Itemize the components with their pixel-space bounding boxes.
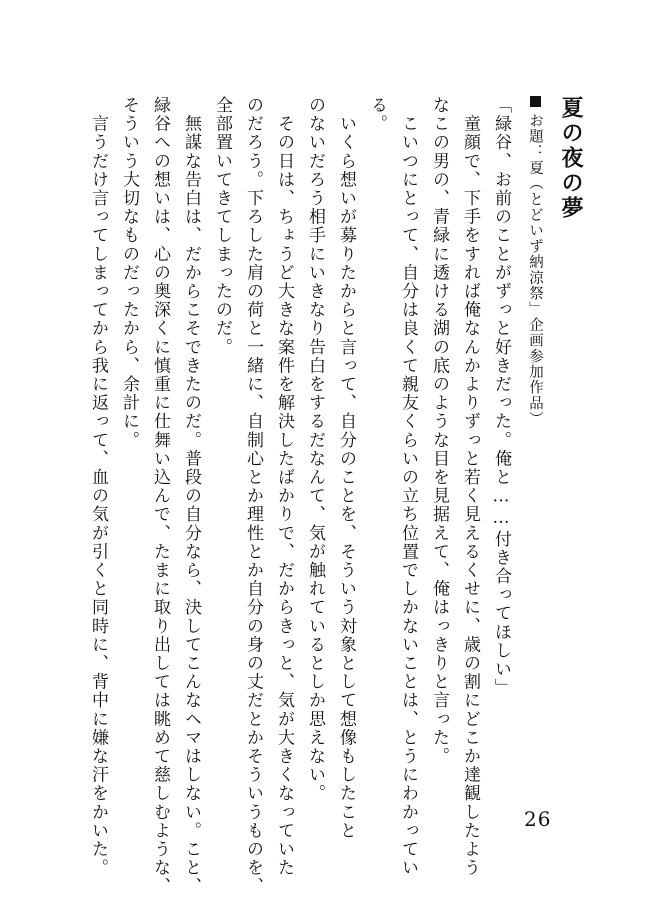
text-line-1: 「緑谷、お前のことがずっと好きだった。俺と……付き合ってほしい」 (491, 96, 511, 698)
chapter-subtitle (528, 96, 543, 427)
text-line-10: 全部置いてきてしまったのだ。 (212, 96, 232, 357)
text-line-7: のないだろう相手にいきなり告白をするだなんて、気が触れているとしか思えない。 (305, 96, 325, 803)
text-line-5: る。 (367, 96, 387, 134)
text-line-9: のだろう。下ろした肩の荷と一緒に、自制心とか理性とか自分の身の丈だとかそういうものを、 (243, 96, 263, 896)
square-bullet-icon (530, 96, 541, 107)
text-line-3: なこの男の、青緑に透ける湖の底のような目を見据えて、俺はっきりと言った。 (429, 96, 449, 766)
text-line-6: いくら想いが募りたからと言って、自分のことを、そういう対象として想像もしたこと (336, 96, 356, 840)
text-line-12: 緑谷への想いは、心の奥深くに慎重に仕舞い込んで、たまに取り出しては眺めて慈しむような、 (150, 96, 170, 896)
text-line-13: そういう大切なものだったから、余計に。 (119, 96, 139, 450)
text-line-8: その日は、ちょうど大きな案件を解決したばかりで、だからきっと、気が大きくなっていた (274, 96, 294, 878)
text-line-4: こいつにとって、自分は良くて親友くらいの立ち位置でしかないことは、とうにわかってい (398, 96, 418, 878)
text-line-11: 無謀な告白は、だからこそできたのだ。普段の自分なら、決してこんなヘマはしない。こと、 (181, 96, 201, 896)
subtitle-text: お題：夏（とどいず納涼祭」企画参加作品） (527, 113, 543, 427)
text-line-14: 言うだけ言ってしまってから我に返って、血の気が引くと同時に、背中に嫌な汗をかいた。 (88, 96, 108, 878)
text-line-2: 童顔で、下手をすれば俺なんかよりずっと若く見えるくせに、歳の割にどこか達観したよう (460, 96, 480, 878)
chapter-title: 夏の夜の夢 (558, 96, 583, 221)
page-number: 26 (524, 807, 552, 831)
